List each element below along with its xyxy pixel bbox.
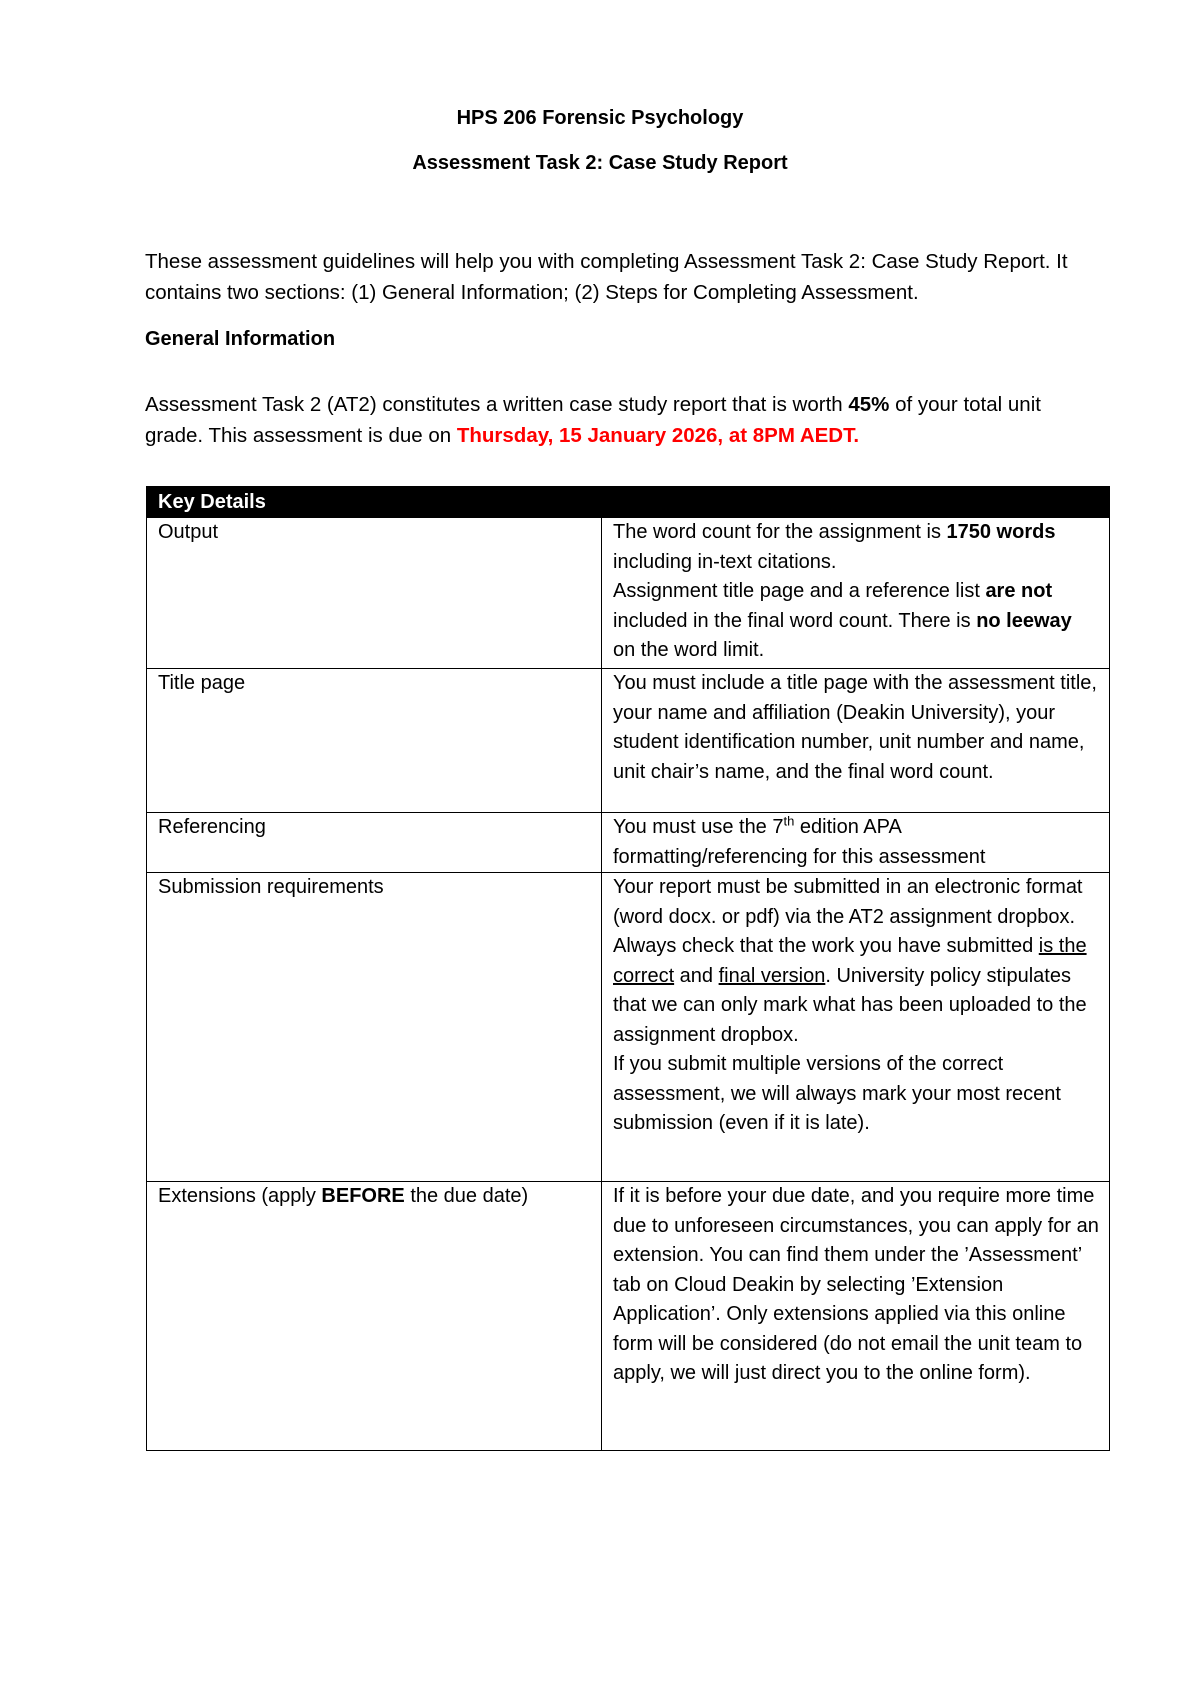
output-text-4: included in the final word count. There is	[613, 609, 977, 632]
title-page-value: You must include a title page with the assessment title, your name and affiliation (Deakin University), your student identification number, unit number and name, unit chair’s name, and the final word count.	[602, 669, 1110, 813]
table-row-submission	[147, 873, 1110, 1182]
intro-paragraph: These assessment guidelines will help you with completing Assessment Task 2: Case Study Report. It contains two sections: (1) General Information; (2) Steps for Completing Assessment.	[145, 250, 1068, 304]
table-row-referencing	[147, 813, 1110, 873]
section-heading: General Information	[145, 328, 336, 350]
output-bold-are-not: are not	[985, 580, 1053, 602]
extensions-label-1: Extensions (apply	[158, 1185, 322, 1207]
extensions-label-2: the due date)	[404, 1185, 529, 1207]
document-title: HPS 206 Forensic Psychology	[456, 107, 744, 129]
table-row-title-page	[147, 669, 1110, 813]
submission-underline-final: final version	[718, 964, 826, 987]
table-header: Key Details	[147, 487, 1110, 518]
output-line-2	[613, 577, 1099, 666]
at2-text-2: of your total unit grade. This assessment is due on	[145, 393, 1041, 447]
output-text-3: Assignment title page and a reference list	[613, 580, 986, 602]
table-row-output	[147, 518, 1110, 669]
submission-value	[602, 873, 1110, 1182]
referencing-superscript: th	[783, 813, 795, 829]
referencing-label: Referencing	[147, 813, 602, 873]
extensions-label-bold: BEFORE	[321, 1185, 405, 1207]
key-details-table	[146, 486, 1110, 1451]
referencing-value	[602, 813, 1110, 873]
output-word-count: 1750 words	[946, 521, 1056, 543]
submission-para-2: If you submit multiple versions of the correct assessment, we will always mark your most recent submission (even if it is late).	[613, 1053, 1061, 1134]
submission-text-3: . University policy stipulates that we can only mark what has been uploaded to the assignment dropbox.	[613, 964, 1087, 1046]
at2-paragraph	[145, 389, 1085, 451]
output-line-1	[613, 518, 1099, 577]
extensions-label	[147, 1182, 602, 1451]
submission-underline-correct: is the correct	[613, 935, 1087, 987]
due-date: Thursday, 15 January 2026, at 8PM AEDT.	[456, 424, 860, 447]
table-header-row	[147, 487, 1110, 518]
submission-para-1	[613, 873, 1099, 1050]
output-text-2: including in-text citations.	[613, 550, 837, 573]
output-text-5: on the word limit.	[613, 639, 765, 661]
output-value	[602, 518, 1110, 669]
title-page-label: Title page	[147, 669, 602, 813]
output-text-1: The word count for the assignment is	[613, 521, 947, 543]
submission-label: Submission requirements	[147, 873, 602, 1182]
submission-text-1: Your report must be submitted in an electronic format (word docx. or pdf) via the AT2 assignment dropbox. Always check that the work you have submitted	[613, 876, 1083, 957]
submission-text-2: and	[674, 964, 719, 987]
document-subtitle: Assessment Task 2: Case Study Report	[412, 152, 788, 174]
table-row-extensions	[147, 1182, 1110, 1451]
at2-text-1: Assessment Task 2 (AT2) constitutes a written case study report that is worth	[145, 393, 849, 416]
output-bold-no-leeway: no leeway	[976, 609, 1072, 632]
referencing-text-2: edition APA formatting/referencing for this assessment	[613, 816, 986, 868]
referencing-text-1: You must use the 7	[613, 816, 784, 838]
output-label: Output	[147, 518, 602, 669]
extensions-value: If it is before your due date, and you require more time due to unforeseen circumstances, you can apply for an extension. You can find them under the ’Assessment’ tab on Cloud Deakin by selecting ’Extension Application’. Only extensions applied via this online form will be considered (do not email the unit team to apply, we will just direct you to the online form).	[602, 1182, 1110, 1451]
at2-weight: 45%	[848, 393, 890, 416]
